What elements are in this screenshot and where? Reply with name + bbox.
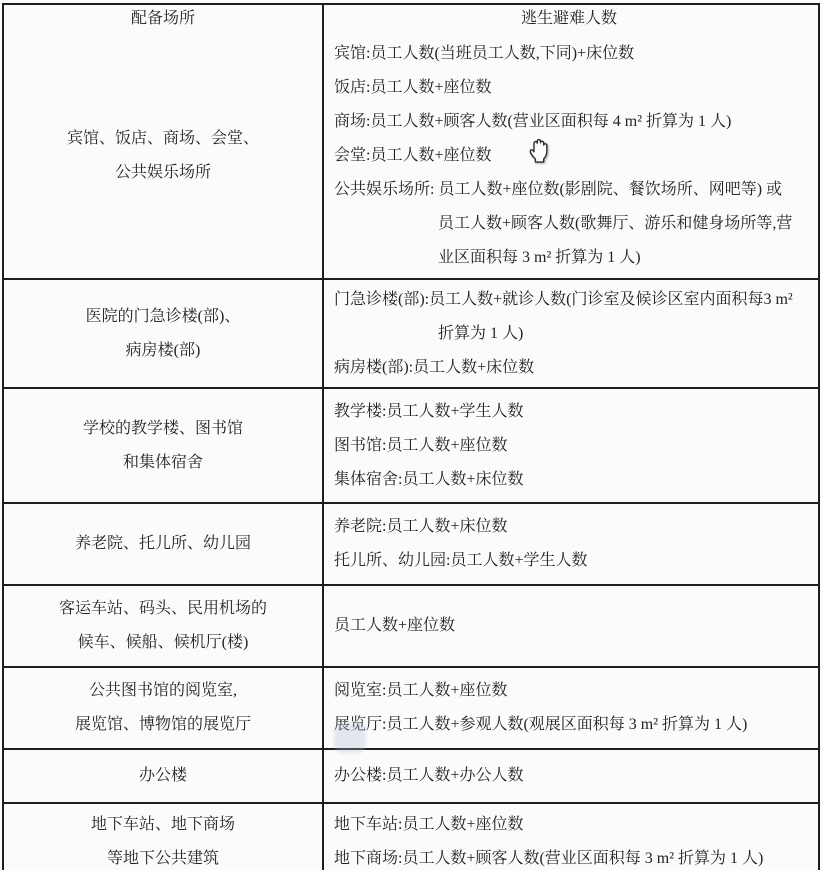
count-line: 业区面积每 3 m² 折算为 1 人)	[438, 248, 641, 266]
count-line: 地下商场:员工人数+顾客人数(营业区面积每 3 m² 折算为 1 人)	[334, 850, 764, 867]
table-row	[4, 387, 818, 502]
count-line: 会堂:员工人数+座位数	[334, 146, 492, 164]
count-line: 养老院:员工人数+床位数	[334, 518, 508, 535]
evacuation-headcount-table	[2, 3, 820, 870]
count-cell	[324, 33, 818, 278]
count-cell	[324, 750, 818, 802]
count-line: 图书馆:员工人数+座位数	[334, 436, 508, 454]
count-line: 门急诊楼(部):员工人数+就诊人数(门诊室及候诊区室内面积每3 m²	[334, 290, 793, 308]
watermark-smudge	[334, 722, 366, 753]
table-row	[4, 584, 818, 666]
count-line: 员工人数+座位数	[334, 617, 456, 634]
place-cell	[4, 389, 324, 502]
count-cell	[324, 280, 818, 387]
header-cell-place	[4, 5, 324, 33]
place-line: 医院的门急诊楼(部)、	[85, 307, 241, 325]
place-line: 公共娱乐场所	[114, 163, 211, 181]
count-cell	[324, 389, 818, 502]
place-line: 宾馆、饭店、商场、会堂、	[66, 129, 259, 147]
count-line: 折算为 1 人)	[438, 324, 524, 342]
table-row	[4, 502, 818, 584]
table-row	[4, 278, 818, 387]
count-line: 托儿所、幼儿园:员工人数+学生人数	[334, 552, 588, 569]
count-line: 办公楼:员工人数+办公人数	[334, 767, 524, 784]
table-row	[4, 748, 818, 802]
place-cell	[4, 280, 324, 387]
place-cell	[4, 504, 324, 584]
place-line: 地下车站、地下商场	[90, 816, 235, 833]
header-cell-count	[324, 5, 818, 33]
count-line: 集体宿舍:员工人数+床位数	[334, 470, 524, 488]
count-line: 饭店:员工人数+座位数	[334, 78, 492, 96]
count-cell	[324, 804, 818, 870]
place-line: 和集体宿舍	[122, 453, 203, 471]
place-cell	[4, 586, 324, 666]
table-body	[4, 33, 818, 870]
place-line: 公共图书馆的阅览室,	[88, 682, 237, 699]
place-line: 客运车站、码头、民用机场的	[58, 600, 267, 617]
count-line: 病房楼(部):员工人数+床位数	[334, 358, 535, 376]
count-cell	[324, 668, 818, 748]
place-line: 学校的教学楼、图书馆	[82, 419, 243, 437]
header-count-label: 逃生避难人数	[520, 10, 617, 27]
table-row	[4, 802, 818, 870]
count-cell	[324, 504, 818, 584]
count-line: 员工人数+顾客人数(歌舞厅、游乐和健身场所等,营	[438, 214, 793, 232]
place-line: 病房楼(部)	[125, 341, 201, 359]
place-line: 候车、候船、候机厅(楼)	[77, 634, 249, 651]
place-line: 等地下公共建筑	[106, 850, 219, 867]
count-line: 地下车站:员工人数+座位数	[334, 816, 524, 833]
count-line: 教学楼:员工人数+学生人数	[334, 402, 524, 420]
place-cell	[4, 668, 324, 748]
count-line: 阅览室:员工人数+座位数	[334, 682, 508, 699]
table-row	[4, 33, 818, 278]
count-line: 商场:员工人数+顾客人数(营业区面积每 4 m² 折算为 1 人)	[334, 112, 732, 130]
table-header-row	[4, 5, 818, 33]
count-line: 宾馆:员工人数(当班员工人数,下同)+床位数	[334, 44, 635, 62]
count-line: 展览厅:员工人数+参观人数(观展区面积每 3 m² 折算为 1 人)	[334, 716, 748, 733]
place-cell	[4, 33, 324, 278]
count-line: 公共娱乐场所: 员工人数+座位数(影剧院、餐饮场所、网吧等) 或	[334, 180, 783, 198]
place-line: 办公楼	[138, 767, 187, 784]
table-row	[4, 666, 818, 748]
place-line: 展览馆、博物馆的展览厅	[74, 716, 251, 733]
place-cell	[4, 750, 324, 802]
header-place-label: 配备场所	[130, 10, 195, 27]
place-cell	[4, 804, 324, 870]
place-line: 养老院、托儿所、幼儿园	[74, 535, 251, 552]
count-cell	[324, 586, 818, 666]
